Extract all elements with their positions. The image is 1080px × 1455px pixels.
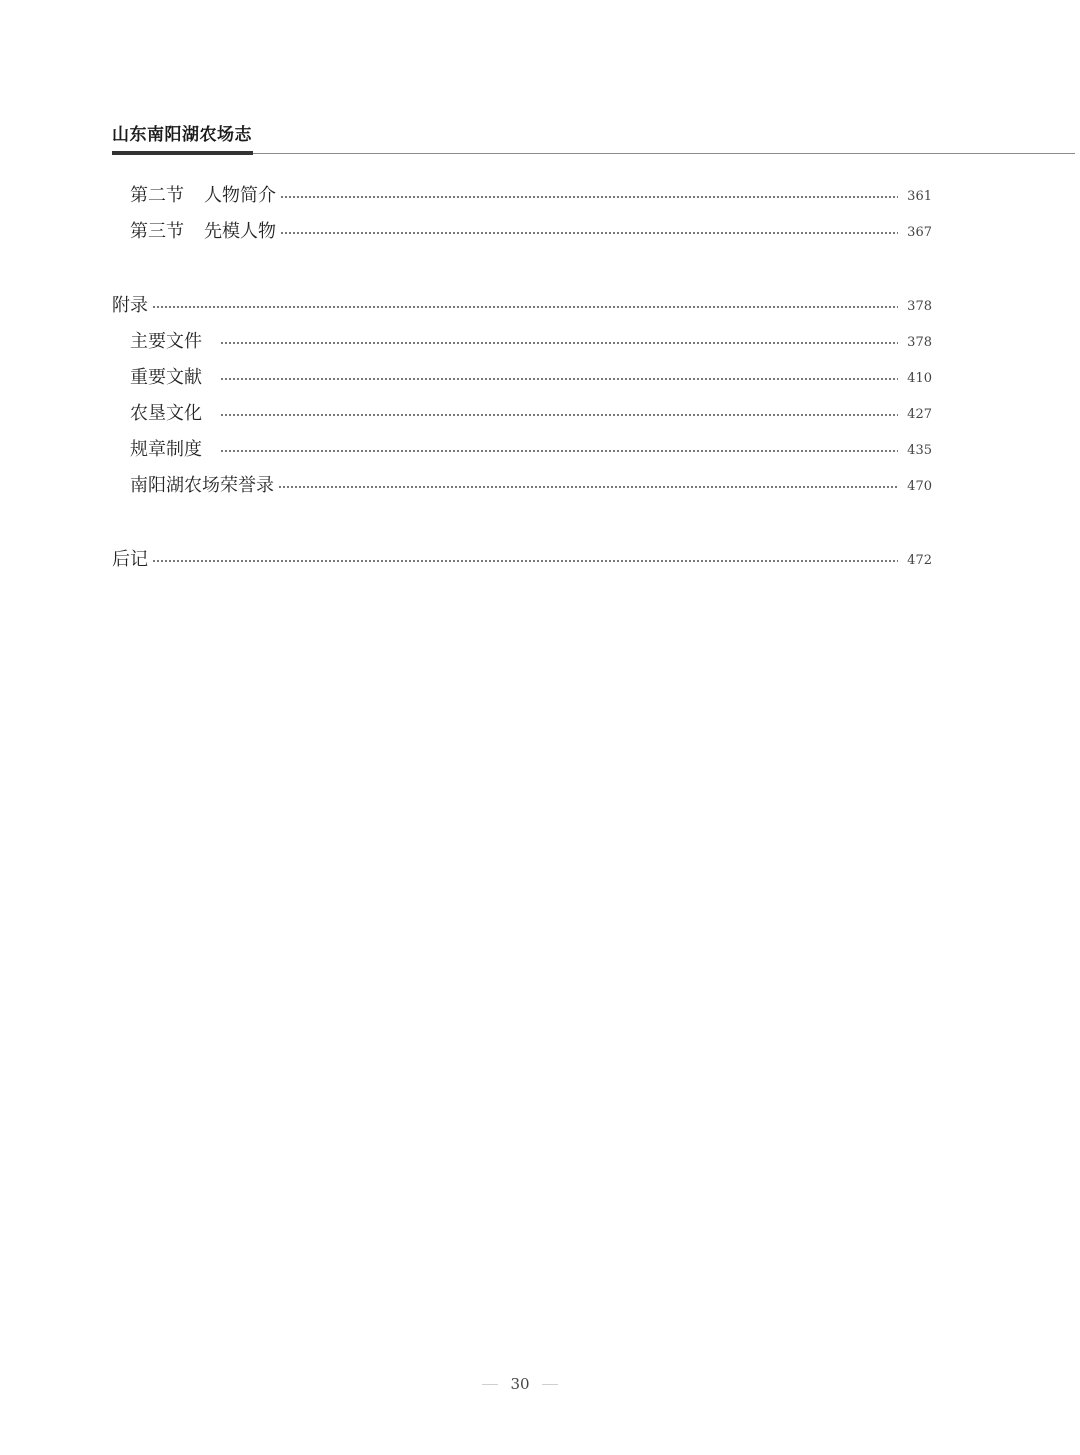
- page-number: 30: [510, 1375, 530, 1393]
- toc-page-number: 427: [907, 406, 932, 422]
- toc-page-number: 378: [907, 298, 932, 314]
- toc-entry-title: 附录: [112, 295, 148, 316]
- toc-entry-regulations[interactable]: [130, 433, 932, 463]
- toc-leader-dots: [220, 450, 898, 452]
- footer-rule-right: [542, 1384, 558, 1385]
- toc-entry-reclamation-culture[interactable]: [130, 397, 932, 427]
- footer-rule-left: [482, 1384, 498, 1385]
- toc-leader-dots: [220, 342, 898, 344]
- toc-leader-dots: [152, 560, 898, 562]
- header-accent-rule: [112, 151, 253, 155]
- toc-page-number: 367: [907, 224, 932, 240]
- toc-entry-important-literature[interactable]: [130, 361, 932, 391]
- toc-entry-section-2[interactable]: [130, 179, 932, 209]
- toc-page-number: 361: [907, 188, 932, 204]
- toc-entry-title: 主要文件: [130, 331, 202, 352]
- toc-entry-title: 后记: [112, 549, 148, 570]
- toc-section-number: 第二节: [130, 185, 184, 206]
- header-rule: [253, 153, 1075, 154]
- toc-entry-afterword[interactable]: [112, 543, 932, 573]
- toc-entry-label: [130, 217, 276, 243]
- toc-leader-dots: [280, 196, 898, 198]
- toc-entry-honor-roll[interactable]: [130, 469, 932, 499]
- toc-entry-appendix[interactable]: [112, 289, 932, 319]
- running-header: [0, 0, 1080, 160]
- toc-leader-dots: [220, 414, 898, 416]
- toc-entry-title: 规章制度: [130, 439, 202, 460]
- toc-leader-dots: [280, 232, 898, 234]
- toc-entry-section-3[interactable]: [130, 215, 932, 245]
- toc-leader-dots: [220, 378, 898, 380]
- toc-page-number: 378: [907, 334, 932, 350]
- toc-entry-title: 南阳湖农场荣誉录: [130, 475, 274, 496]
- toc-entry-title: 重要文献: [130, 367, 202, 388]
- toc-leader-dots: [278, 486, 898, 488]
- page-footer: [0, 1373, 1080, 1397]
- toc-entry-title: 先模人物: [204, 221, 276, 242]
- toc-entry-title: 人物简介: [204, 185, 276, 206]
- toc-entry-main-documents[interactable]: [130, 325, 932, 355]
- toc-entry-label: [130, 181, 276, 207]
- toc-page-number: 410: [907, 370, 932, 386]
- toc-entry-title: 农垦文化: [130, 403, 202, 424]
- toc-page-number: 472: [907, 552, 932, 568]
- toc-section-number: 第三节: [130, 221, 184, 242]
- book-title: 山东南阳湖农场志: [112, 125, 252, 145]
- toc-page-number: 435: [907, 442, 932, 458]
- toc-page-number: 470: [907, 478, 932, 494]
- toc-leader-dots: [152, 306, 898, 308]
